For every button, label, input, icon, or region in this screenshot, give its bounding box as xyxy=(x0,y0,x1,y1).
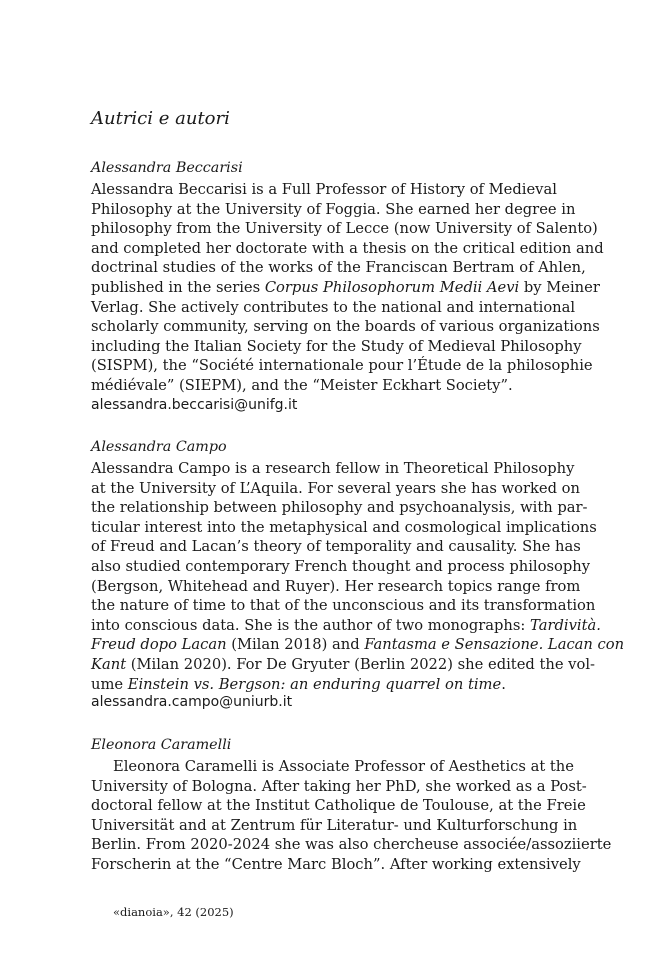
bio-text: also studied contemporary French thought and process philosophy xyxy=(91,557,590,575)
bio-line xyxy=(91,219,598,239)
bio-text: (SISPM), the “Société internationale pour l’Étude de la philosophie xyxy=(91,357,593,375)
bio-line xyxy=(91,557,590,577)
italic-title: Fantasma e Sensazione. Lacan con xyxy=(364,636,625,654)
bio-line xyxy=(91,356,593,376)
bio-text: Eleonora Caramelli is Associate Professor of Aesthetics at the xyxy=(113,758,574,775)
bio-line xyxy=(91,835,612,855)
bio-line xyxy=(91,278,600,298)
bio-line xyxy=(91,635,625,655)
bio-text: the relationship between philosophy and psychoanalysis, with par- xyxy=(91,499,588,517)
bio-text: (Milan 2020). For De Gryuter (Berlin 2022) she edited the vol- xyxy=(126,655,595,673)
bio-text: ume xyxy=(91,675,128,693)
bio-text: published in the series xyxy=(91,278,265,296)
bio-text: University of Bologna. After taking her PhD, she worked as a Post- xyxy=(91,777,587,795)
italic-title: Corpus Philosophorum Medii Aevi xyxy=(264,278,520,296)
bio-line xyxy=(91,200,576,220)
bio-text: of Freud and Lacan’s theory of temporality and causality. She has xyxy=(91,538,581,556)
bio-line xyxy=(91,498,588,518)
bio-line xyxy=(91,518,597,538)
author-bio xyxy=(91,459,625,694)
bio-line xyxy=(91,757,574,777)
bio-text: by Meiner xyxy=(519,278,600,296)
bio-text: including the Italian Society for the Study of Medieval Philosophy xyxy=(91,337,582,355)
bio-text: at the University of L’Aquila. For several years she has worked on xyxy=(91,479,580,497)
bio-line xyxy=(91,298,576,318)
bio-text: doctrinal studies of the works of the Franciscan Bertram of Ahlen, xyxy=(91,259,586,277)
bio-line xyxy=(91,258,586,278)
bio-line xyxy=(91,239,604,259)
bio-text: Alessandra Campo is a research fellow in Theoretical Philosophy xyxy=(91,460,575,477)
author-bio xyxy=(91,757,612,875)
bio-text: philosophy from the University of Lecce (now University of Salento) xyxy=(91,220,598,238)
italic-title: Einstein vs. Bergson: an enduring quarrel on time xyxy=(127,675,502,693)
italic-title: Tardività. xyxy=(530,616,601,634)
bio-line xyxy=(91,596,596,616)
author-bio xyxy=(91,180,604,396)
bio-text: and completed her doctorate with a thesis on the critical edition and xyxy=(91,239,604,257)
author-email: alessandra.campo@uniurb.it xyxy=(91,694,293,710)
bio-text: ticular interest into the metaphysical and cosmological implications xyxy=(91,518,597,536)
author-name: Alessandra Campo xyxy=(91,439,227,455)
bio-line xyxy=(91,376,559,396)
author-name: Eleonora Caramelli xyxy=(91,737,232,753)
bio-line xyxy=(91,616,601,636)
bio-line xyxy=(91,337,582,357)
bio-line xyxy=(91,537,581,557)
italic-title: Kant xyxy=(91,655,127,673)
bio-line xyxy=(91,577,581,597)
bio-text: Verlag. She actively contributes to the national and international xyxy=(91,298,576,316)
bio-text: . xyxy=(501,675,506,693)
section-title: Autrici e autori xyxy=(91,108,230,129)
bio-line xyxy=(91,777,587,797)
bio-line xyxy=(91,459,575,479)
bio-line xyxy=(91,855,581,875)
author-name: Alessandra Beccarisi xyxy=(91,160,243,176)
bio-text: into conscious data. She is the author of two monographs: xyxy=(91,616,531,634)
bio-line xyxy=(91,317,600,337)
bio-text: Berlin. From 2020-2024 she was also chercheuse associée/assoziierte xyxy=(91,836,612,854)
bio-text: Universität and at Zentrum für Literatur- und Kulturforschung in xyxy=(91,816,578,834)
bio-text: scholarly community, serving on the boards of various organizations xyxy=(91,318,600,336)
bio-line xyxy=(91,796,586,816)
bio-text: (Bergson, Whitehead and Ruyer). Her research topics range from xyxy=(91,577,581,595)
bio-text: Philosophy at the University of Foggia. She earned her degree in xyxy=(91,200,576,218)
bio-text: Alessandra Beccarisi is a Full Professor of History of Medieval xyxy=(91,181,557,198)
bio-line xyxy=(91,479,580,499)
bio-text: médiévale” (SIEPM), and the “Meister Eckhart Society”. xyxy=(91,376,513,394)
bio-text: the nature of time to that of the unconscious and its transformation xyxy=(91,597,596,615)
bio-text: doctoral fellow at the Institut Catholique de Toulouse, at the Freie xyxy=(91,797,586,815)
bio-line xyxy=(91,180,559,200)
author-email: alessandra.beccarisi@unifg.it xyxy=(91,397,298,413)
footer-citation: «dianoia», 42 (2025) xyxy=(113,905,234,919)
bio-text: Forscherin at the “Centre Marc Bloch”. After working extensively xyxy=(91,855,581,873)
italic-title: Freud dopo Lacan xyxy=(91,636,227,654)
bio-text: (Milan 2018) and xyxy=(226,636,365,654)
bio-line xyxy=(91,655,595,675)
bio-line xyxy=(91,816,578,836)
